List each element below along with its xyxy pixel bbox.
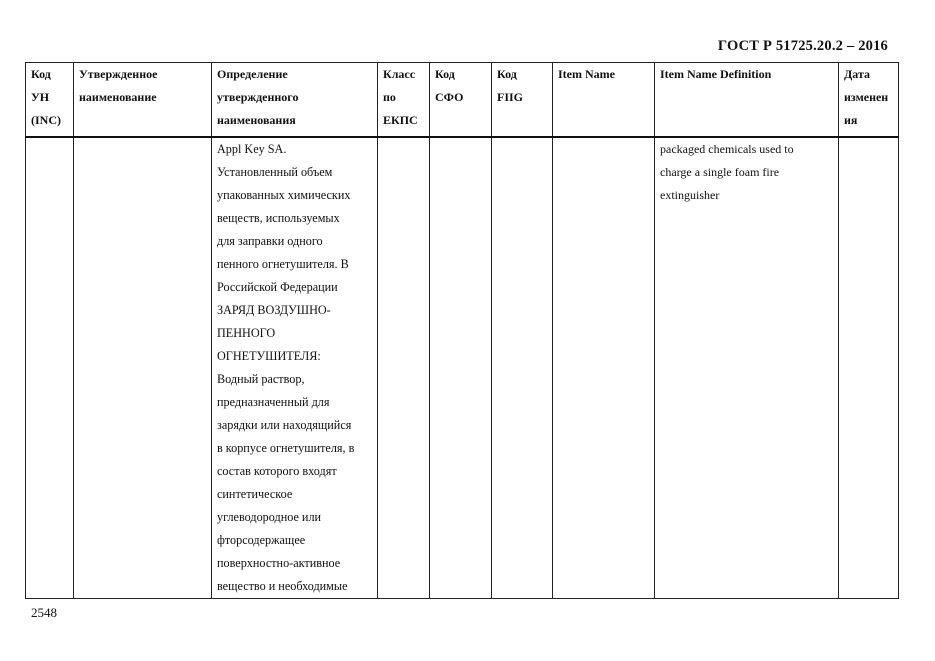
column-header-approved-name: Утвержденное наименование bbox=[74, 63, 212, 137]
column-header-inc-code: Код УН (INC) bbox=[26, 63, 74, 137]
column-header-item-name: Item Name bbox=[553, 63, 655, 137]
cell-sfo-code bbox=[430, 137, 492, 599]
cell-approved-name-definition: Appl Key SA. Установленный объем упакованных химических веществ, используемых для заправки одного пенного огнетушителя. В Российской Федерации ЗАРЯД ВОЗДУШНО- ПЕННОГО ОГНЕТУШИТЕЛЯ: Водный раствор, предназначенный для зарядки или находящийся в корпусе огнетушителя, в состав которого входят синтетическое углеводородное или фторсодержащее поверхностно-активное вещество и необходимые bbox=[212, 137, 378, 599]
cell-fiig-code bbox=[492, 137, 553, 599]
cell-item-name-definition: packaged chemicals used to charge a single foam fire extinguisher bbox=[655, 137, 839, 599]
document-code: ГОСТ Р 51725.20.2 – 2016 bbox=[717, 38, 888, 54]
page-number: 2548 bbox=[31, 605, 57, 620]
column-header-sfo-code: Код СФО bbox=[430, 63, 492, 137]
column-header-approved-name-definition: Определение утвержденного наименования bbox=[212, 63, 378, 137]
cell-item-name bbox=[553, 137, 655, 599]
table-header-row bbox=[26, 63, 899, 137]
table-row bbox=[26, 137, 899, 599]
nomenclature-table bbox=[25, 62, 899, 599]
cell-inc-code bbox=[26, 137, 74, 599]
column-header-change-date: Дата изменен ия bbox=[839, 63, 899, 137]
column-header-fiig-code: Код FIIG bbox=[492, 63, 553, 137]
cell-ekps-class bbox=[378, 137, 430, 599]
column-header-item-name-definition: Item Name Definition bbox=[655, 63, 839, 137]
cell-approved-name bbox=[74, 137, 212, 599]
column-header-ekps-class: Класс по ЕКПС bbox=[378, 63, 430, 137]
cell-change-date bbox=[839, 137, 899, 599]
